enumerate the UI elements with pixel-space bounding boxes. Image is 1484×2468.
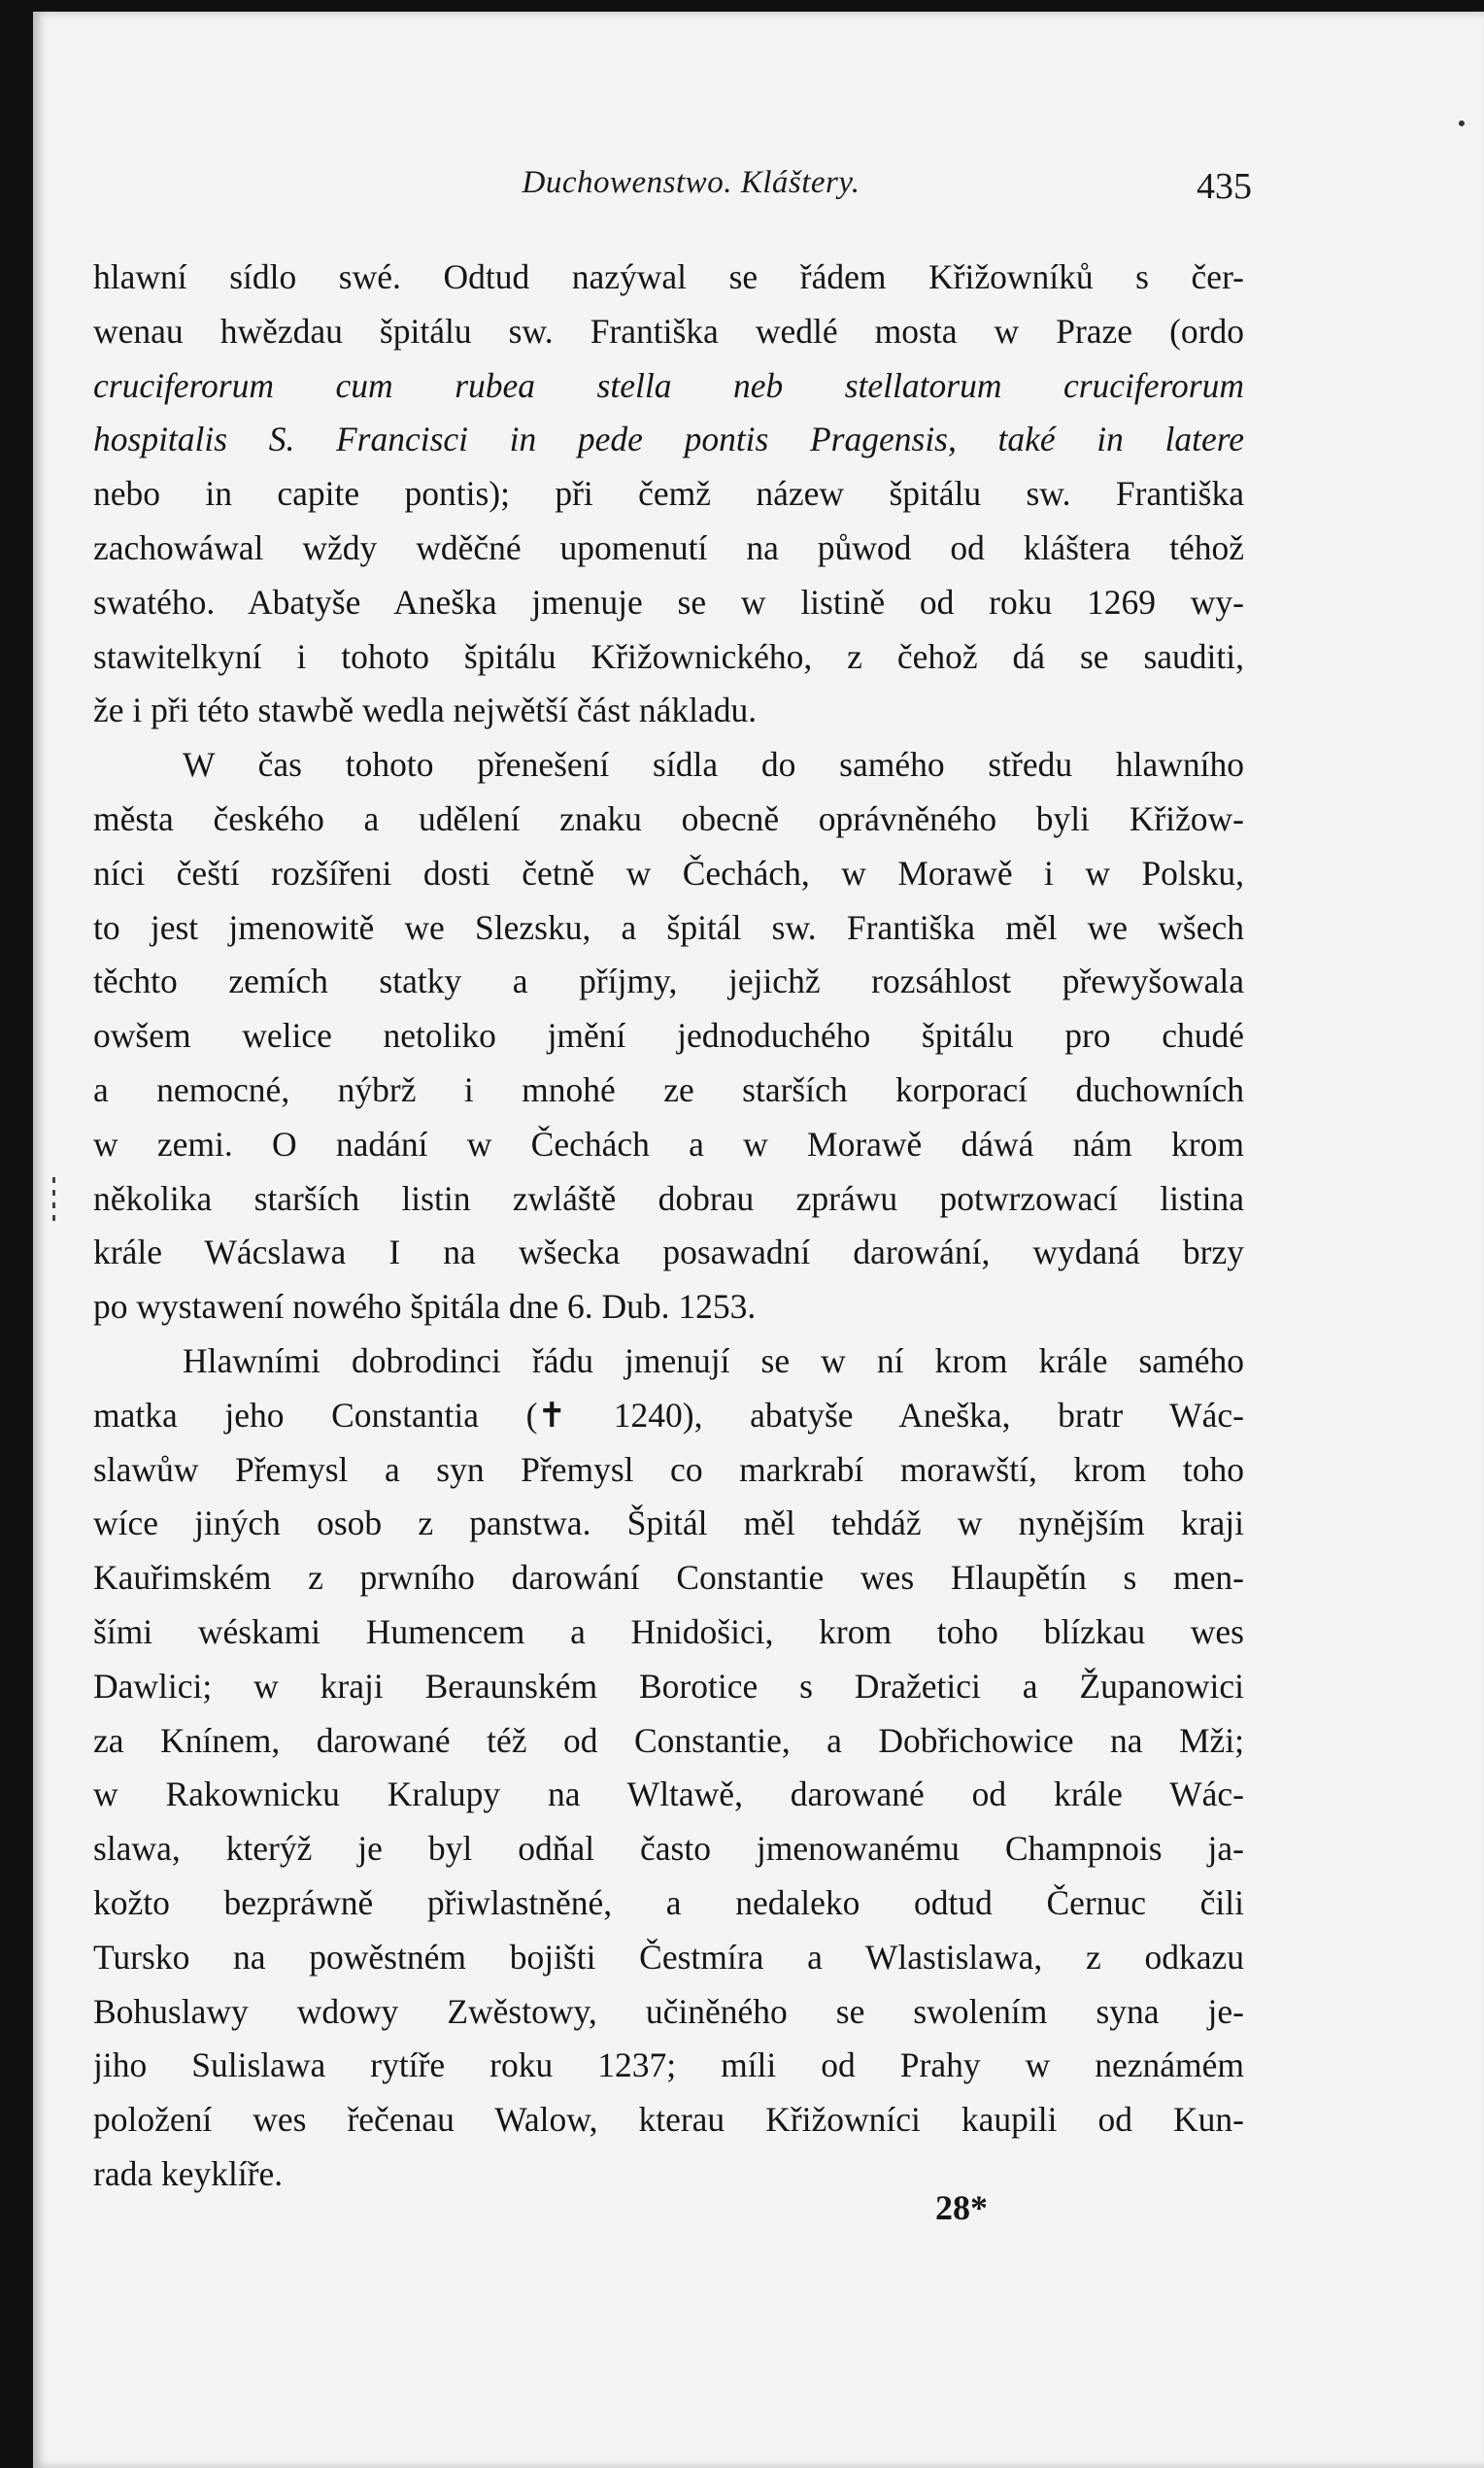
text-line: níci čeští rozšířeni dosti četně w Čechách, w Morawě i w Polsku, (93, 853, 1244, 893)
text-line: Dawlici; w kraji Beraunském Borotice s Dražetici a Županowici (93, 1666, 1244, 1706)
text-line: slawůw Přemysl a syn Přemysl co markrabí morawští, krom toho (93, 1449, 1244, 1489)
text-line: zachowáwal wždy wděčné upomenutí na půwod od kláštera téhož (93, 527, 1244, 567)
text-line: swatého. Abatyše Aneška jmenuje se w listině od roku 1269 wy- (93, 582, 1244, 622)
text-line: slawa, kterýž je byl odňal často jmenowanému Champnois ja- (93, 1829, 1244, 1869)
margin-marks (52, 1177, 58, 1245)
text-line: města českého a udělení znaku obecně oprávněného byli Křižow- (93, 798, 1244, 838)
text-line: Bohuslawy wdowy Zwěstowy, učiněného se swolením syna je- (93, 1991, 1244, 2031)
text-line: hlawní sídlo swé. Odtud nazýwal se řádem Křižowníků s čer- (93, 257, 1244, 296)
text-line: po wystawení nowého špitála dne 6. Dub. 1253. (93, 1287, 757, 1327)
text-line: w zemi. O nadání w Čechách a w Morawě dáwá nám krom (93, 1124, 1244, 1164)
text-line: šími wéskami Humencem a Hnidošici, krom toho blízkau wes (93, 1611, 1244, 1651)
text-line: za Knínem, darowané též od Constantie, a Dobřichowice na Mži; (93, 1720, 1244, 1760)
text-line: wíce jiných osob z panstwa. Špitál měl tehdáž w nynějším kraji (93, 1504, 1244, 1543)
body-text (93, 251, 1244, 2202)
text-line: těchto zemích statky a příjmy, jejichž rozsáhlost přewyšowala (93, 962, 1244, 1001)
text-line: a nemocné, nýbrž i mnohé ze starších korporací duchowních (93, 1069, 1244, 1109)
text-line: wenau hwězdau špitálu sw. Františka wedlé mosta w Praze (ordo (93, 311, 1244, 351)
text-line: hospitalis S. Francisci in pede pontis Pragensis, také in latere (93, 420, 1244, 459)
text-line: nebo in capite pontis); při čemž názew špitálu sw. Františka (93, 474, 1244, 514)
text-line: položení wes řečenau Walow, kterau Křižowníci kaupili od Kun- (93, 2100, 1244, 2140)
text-line: Kauřimském z prwního darowání Constantie wes Hlaupětín s men- (93, 1558, 1244, 1598)
text-line: Hlawními dobrodinci řádu jmenují se w ní krom krále samého (183, 1340, 1244, 1380)
text-line: w Rakownicku Kralupy na Wltawě, darowané od krále Wác- (93, 1775, 1244, 1814)
text-line: jiho Sulislawa rytíře roku 1237; míli od Prahy w neznámém (93, 2045, 1244, 2085)
margin-speck (1459, 120, 1465, 126)
text-line: několika starších listin zwláště dobrau zpráwu potwrzowací listina (93, 1178, 1244, 1218)
text-line: to jest jmenowitě we Slezsku, a špitál sw. Františka měl we wšech (93, 907, 1244, 947)
text-line: cruciferorum cum rubea stella neb stellatorum cruciferorum (93, 365, 1244, 405)
page-number: 435 (1197, 166, 1252, 207)
text-line: Tursko na powěstném bojišti Čestmíra a Wlastislawa, z odkazu (93, 1937, 1244, 1977)
text-line: W čas tohoto přenešení sídla do samého středu hlawního (183, 745, 1244, 785)
running-head: Duchowenstwo. Kláštery. (522, 165, 860, 200)
text-line: stawitelkyní i tohoto špitálu Křižownického, z čehož dá se sauditi, (93, 636, 1244, 676)
text-line: krále Wácslawa I na wšecka posawadní darowání, wydaná brzy (93, 1233, 1244, 1272)
text-line: matka jeho Constantia (✝ 1240), abatyše Aneška, bratr Wác- (93, 1395, 1244, 1435)
text-line: rada keyklíře. (93, 2153, 284, 2193)
text-line: kožto bezpráwně přiwlastněné, a nedaleko odtud Černuc čili (93, 1882, 1244, 1922)
book-page (33, 12, 1484, 2468)
page-header (130, 165, 1252, 223)
signature-mark: 28* (935, 2188, 988, 2227)
text-line: owšem welice netoliko jmění jednoduchého špitálu pro chudé (93, 1016, 1244, 1056)
text-line: že i při této stawbě wedla nejwětší část nákladu. (93, 691, 758, 730)
